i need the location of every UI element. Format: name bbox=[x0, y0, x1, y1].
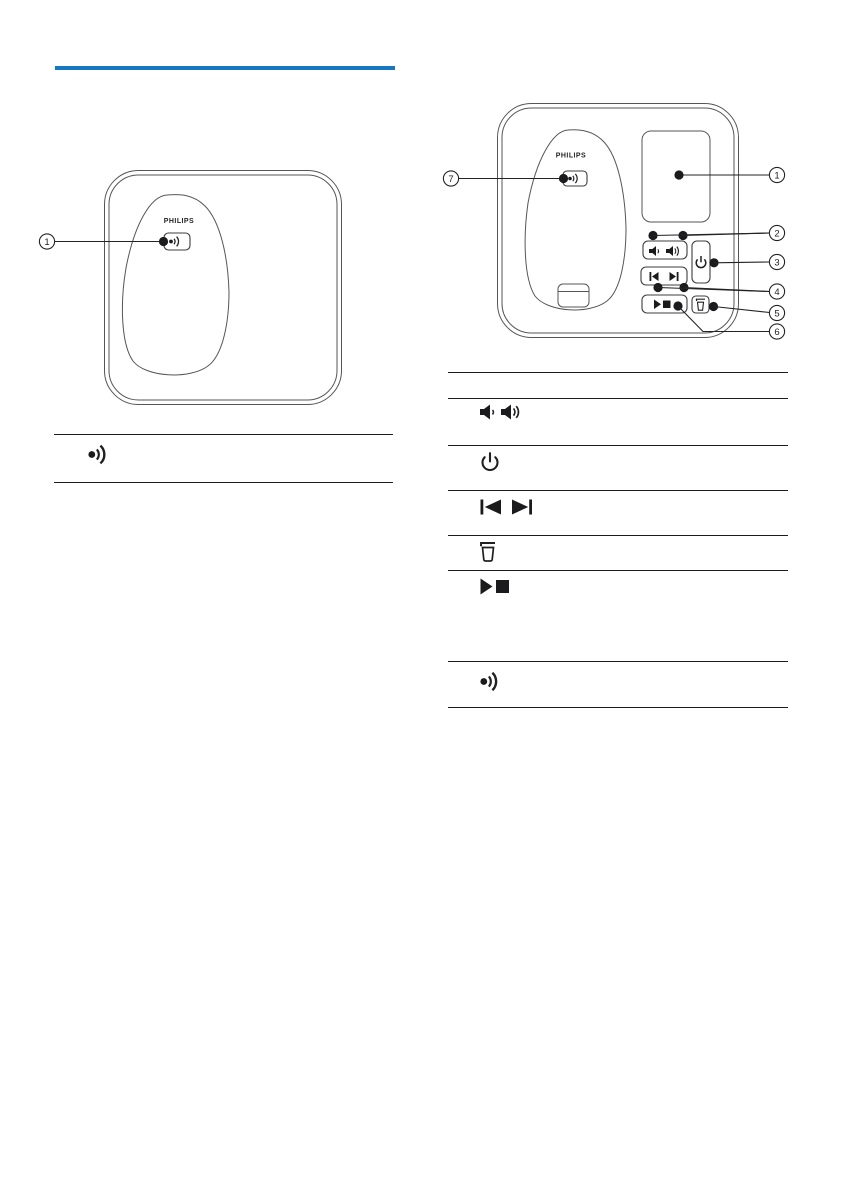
callout-3-power bbox=[709, 254, 784, 269]
skip-back-icon bbox=[481, 500, 502, 515]
link-icon bbox=[88, 443, 109, 466]
handset-figure bbox=[36, 160, 350, 415]
cradle-tab bbox=[558, 284, 589, 307]
svg-text:6: 6 bbox=[774, 327, 780, 338]
volume-buttons bbox=[643, 241, 687, 259]
legend-row-display bbox=[448, 372, 788, 398]
legend-row-play-stop bbox=[448, 570, 788, 661]
legend-row-delete bbox=[448, 535, 788, 570]
svg-text:4: 4 bbox=[774, 287, 780, 298]
legend-row-volume bbox=[448, 398, 788, 445]
svg-text:3: 3 bbox=[774, 257, 780, 269]
skip-icons bbox=[480, 499, 534, 515]
handset-legend-table bbox=[54, 434, 393, 483]
callout-2-volume bbox=[648, 225, 784, 240]
legend-row-power bbox=[448, 445, 788, 490]
callout-anchor-dot bbox=[159, 237, 168, 246]
svg-text:1: 1 bbox=[44, 237, 50, 248]
callout-1-display bbox=[674, 167, 784, 182]
svg-text:1: 1 bbox=[774, 170, 780, 182]
volume-icons bbox=[480, 404, 530, 421]
link-icon bbox=[480, 671, 503, 692]
svg-text:2: 2 bbox=[774, 228, 780, 240]
base-figure bbox=[440, 95, 800, 350]
skip-forward-icon bbox=[512, 500, 532, 515]
svg-text:5: 5 bbox=[774, 308, 780, 320]
delete-button bbox=[692, 296, 709, 313]
base-legend-table bbox=[448, 372, 788, 708]
philips-wordmark: PHILIPS bbox=[555, 152, 587, 160]
handset-outline bbox=[105, 171, 342, 405]
power-icon bbox=[480, 452, 500, 472]
legend-row-link bbox=[448, 661, 788, 707]
skip-buttons bbox=[641, 267, 687, 285]
legend-row-skip bbox=[448, 490, 788, 535]
svg-text:7: 7 bbox=[448, 174, 454, 185]
philips-wordmark: PHILIPS bbox=[163, 218, 195, 225]
callout-5-delete bbox=[709, 302, 785, 321]
callout-1-handset bbox=[39, 234, 168, 249]
volume-up-icon bbox=[501, 405, 518, 420]
callout-7-link bbox=[443, 171, 568, 186]
delete-icon bbox=[480, 540, 496, 563]
play-stop-icon bbox=[480, 578, 510, 595]
power-button bbox=[692, 241, 710, 283]
legend-row bbox=[54, 434, 393, 482]
volume-down-icon bbox=[480, 405, 493, 420]
section-rule bbox=[55, 66, 395, 70]
